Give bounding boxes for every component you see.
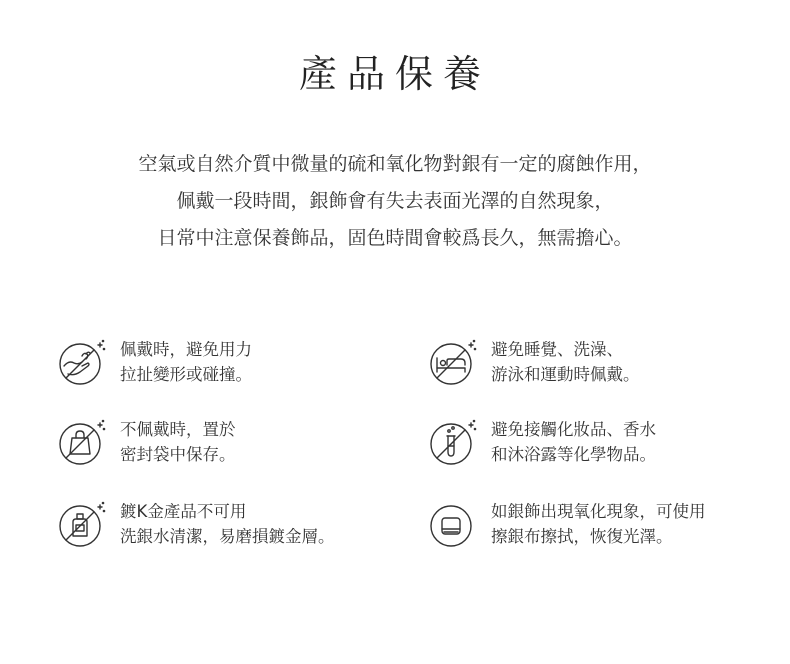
tip-line: 拉扯變形或碰撞。 [120,365,252,384]
care-tip [427,332,640,392]
tip-line: 和沐浴露等化學物品。 [491,445,656,464]
tip-line: 佩戴時，避免用力 [120,340,252,359]
tip-line: 不佩戴時，置於 [120,420,236,439]
tip-line: 避免接觸化妝品、香水 [491,420,656,439]
page-title: 產品保養 [298,52,491,96]
intro-line-1: 空氣或自然介質中微量的硫和氧化物對銀有一定的腐蝕作用， [138,153,652,175]
bag-icon [56,416,108,468]
bed-icon [427,336,479,388]
intro-line-2: 佩戴一段時間，銀飾會有失去表面光澤的自然現象， [176,190,614,212]
intro-paragraph [0,146,790,257]
tip-line: 如銀飾出現氧化現象，可使用 [491,502,706,521]
care-tip [56,494,335,554]
tip-line: 鍍K金產品不可用 [120,502,247,521]
hand-wave-icon [56,336,108,388]
tip-line: 洗銀水清潔，易磨損鍍金層。 [120,527,335,546]
care-tip [427,412,656,472]
cloth-icon [427,498,479,550]
tip-line: 避免睡覺、洗澡、 [491,340,623,359]
test-tube-icon [427,416,479,468]
care-tip [56,412,236,472]
tip-line: 游泳和運動時佩戴。 [491,365,640,384]
tip-line: 密封袋中保存。 [120,445,236,464]
intro-line-3: 日常中注意保養飾品，固色時間會較爲長久，無需擔心。 [157,227,633,249]
tip-line: 擦銀布擦拭，恢復光澤。 [491,527,673,546]
care-tip [427,494,706,554]
care-tip [56,332,252,392]
spray-bottle-icon [56,498,108,550]
